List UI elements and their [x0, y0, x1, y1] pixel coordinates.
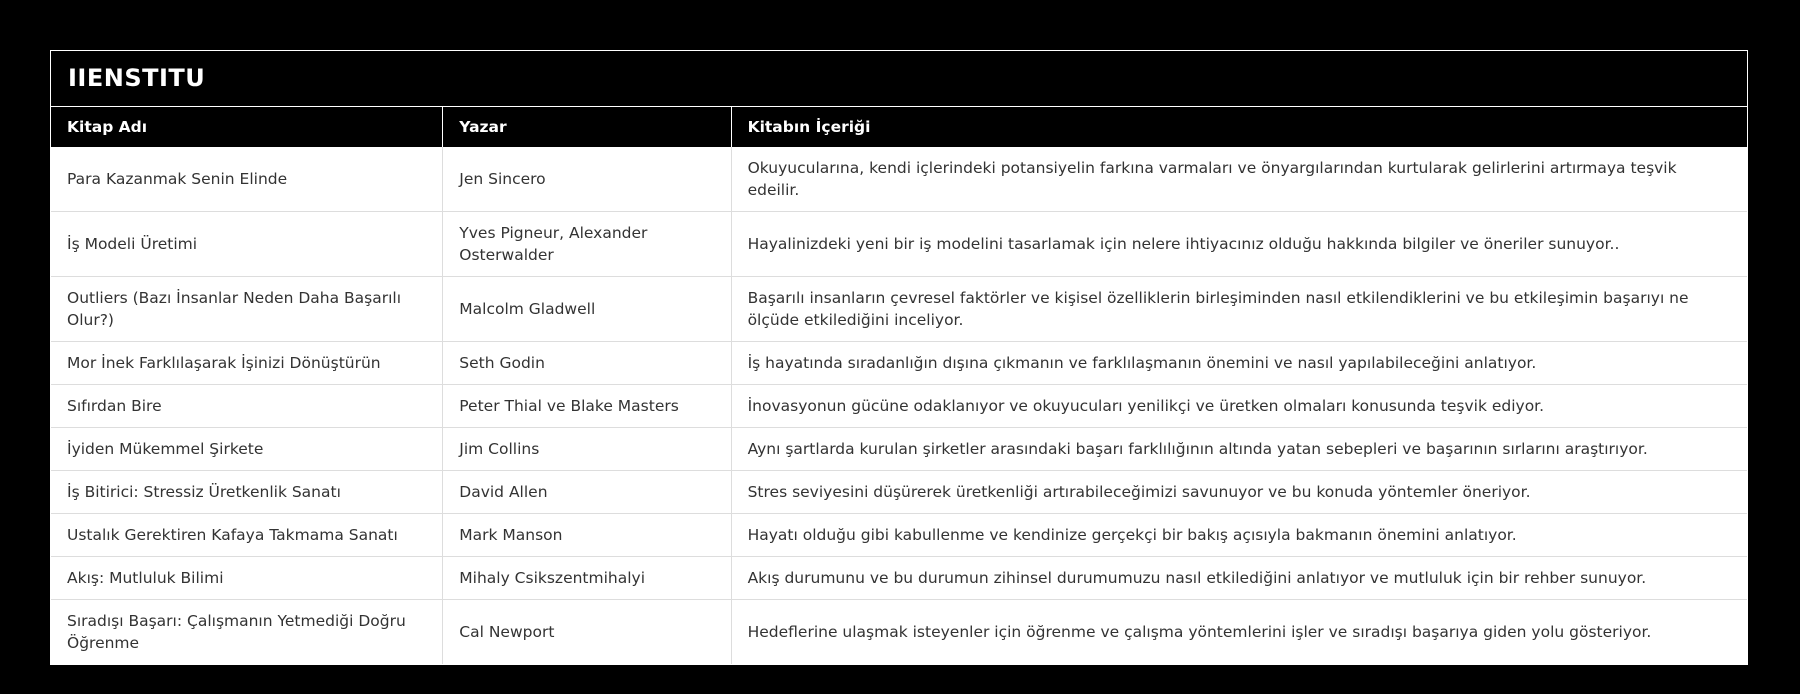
book-title-cell: Sıfırdan Bire: [51, 385, 443, 428]
book-title-cell: Outliers (Bazı İnsanlar Neden Daha Başarılı Olur?): [51, 277, 443, 342]
book-title-cell: Para Kazanmak Senin Elinde: [51, 147, 443, 212]
author-cell: Peter Thial ve Blake Masters: [443, 385, 731, 428]
author-cell: Jim Collins: [443, 428, 731, 471]
book-title-cell: Akış: Mutluluk Bilimi: [51, 557, 443, 600]
author-cell: Malcolm Gladwell: [443, 277, 731, 342]
table-row: [51, 385, 1747, 428]
author-cell: Cal Newport: [443, 600, 731, 665]
content-cell: Stres seviyesini düşürerek üretkenliği artırabileceğimizi savunuyor ve bu konuda yöntemler öneriyor.: [731, 471, 1747, 514]
books-table-panel: [50, 50, 1748, 665]
author-cell: Mark Manson: [443, 514, 731, 557]
author-cell: David Allen: [443, 471, 731, 514]
author-cell: Mihaly Csikszentmihalyi: [443, 557, 731, 600]
content-cell: Hedeflerine ulaşmak isteyenler için öğrenme ve çalışma yöntemlerini işler ve sıradışı başarıya giden yolu gösteriyor.: [731, 600, 1747, 665]
content-cell: Hayalinizdeki yeni bir iş modelini tasarlamak için nelere ihtiyacınız olduğu hakkında bilgiler ve öneriler sunuyor..: [731, 212, 1747, 277]
table-header: [51, 107, 1747, 147]
column-header-book-content: Kitabın İçeriği: [731, 107, 1747, 147]
book-title-cell: Mor İnek Farklılaşarak İşinizi Dönüştürün: [51, 342, 443, 385]
page-title: IIENSTITU: [51, 51, 1747, 107]
content-cell: Aynı şartlarda kurulan şirketler arasındaki başarı farklılığının altında yatan sebepleri ve başarının sırlarını araştırıyor.: [731, 428, 1747, 471]
table-row: [51, 428, 1747, 471]
column-header-author: Yazar: [443, 107, 731, 147]
table-row: [51, 212, 1747, 277]
book-title-cell: Ustalık Gerektiren Kafaya Takmama Sanatı: [51, 514, 443, 557]
book-title-cell: Sıradışı Başarı: Çalışmanın Yetmediği Doğru Öğrenme: [51, 600, 443, 665]
table-body: [51, 147, 1747, 664]
book-title-cell: İş Bitirici: Stressiz Üretkenlik Sanatı: [51, 471, 443, 514]
book-title-cell: İyiden Mükemmel Şirkete: [51, 428, 443, 471]
table-row: [51, 471, 1747, 514]
table-row: [51, 514, 1747, 557]
author-cell: Yves Pigneur, Alexander Osterwalder: [443, 212, 731, 277]
table-row: [51, 342, 1747, 385]
content-cell: İnovasyonun gücüne odaklanıyor ve okuyucuları yenilikçi ve üretken olmaları konusunda teşvik ediyor.: [731, 385, 1747, 428]
content-cell: Okuyucularına, kendi içlerindeki potansiyelin farkına varmaları ve önyargılarından kurtularak gelirlerini artırmaya teşvik edeilir.: [731, 147, 1747, 212]
book-title-cell: İş Modeli Üretimi: [51, 212, 443, 277]
table-row: [51, 600, 1747, 665]
books-table: [51, 107, 1747, 664]
content-cell: Akış durumunu ve bu durumun zihinsel durumumuzu nasıl etkilediğini anlatıyor ve mutluluk için bir rehber sunuyor.: [731, 557, 1747, 600]
content-cell: Başarılı insanların çevresel faktörler ve kişisel özelliklerin birleşiminden nasıl etkilendiklerini ve bu etkileşimin başarıyı ne ölçüde etkilediğini inceliyor.: [731, 277, 1747, 342]
content-cell: İş hayatında sıradanlığın dışına çıkmanın ve farklılaşmanın önemini ve nasıl yapılabileceğini anlatıyor.: [731, 342, 1747, 385]
header-row: [51, 107, 1747, 147]
content-cell: Hayatı olduğu gibi kabullenme ve kendinize gerçekçi bir bakış açısıyla bakmanın önemini anlatıyor.: [731, 514, 1747, 557]
table-row: [51, 277, 1747, 342]
column-header-book-title: Kitap Adı: [51, 107, 443, 147]
author-cell: Jen Sincero: [443, 147, 731, 212]
author-cell: Seth Godin: [443, 342, 731, 385]
table-row: [51, 557, 1747, 600]
table-row: [51, 147, 1747, 212]
